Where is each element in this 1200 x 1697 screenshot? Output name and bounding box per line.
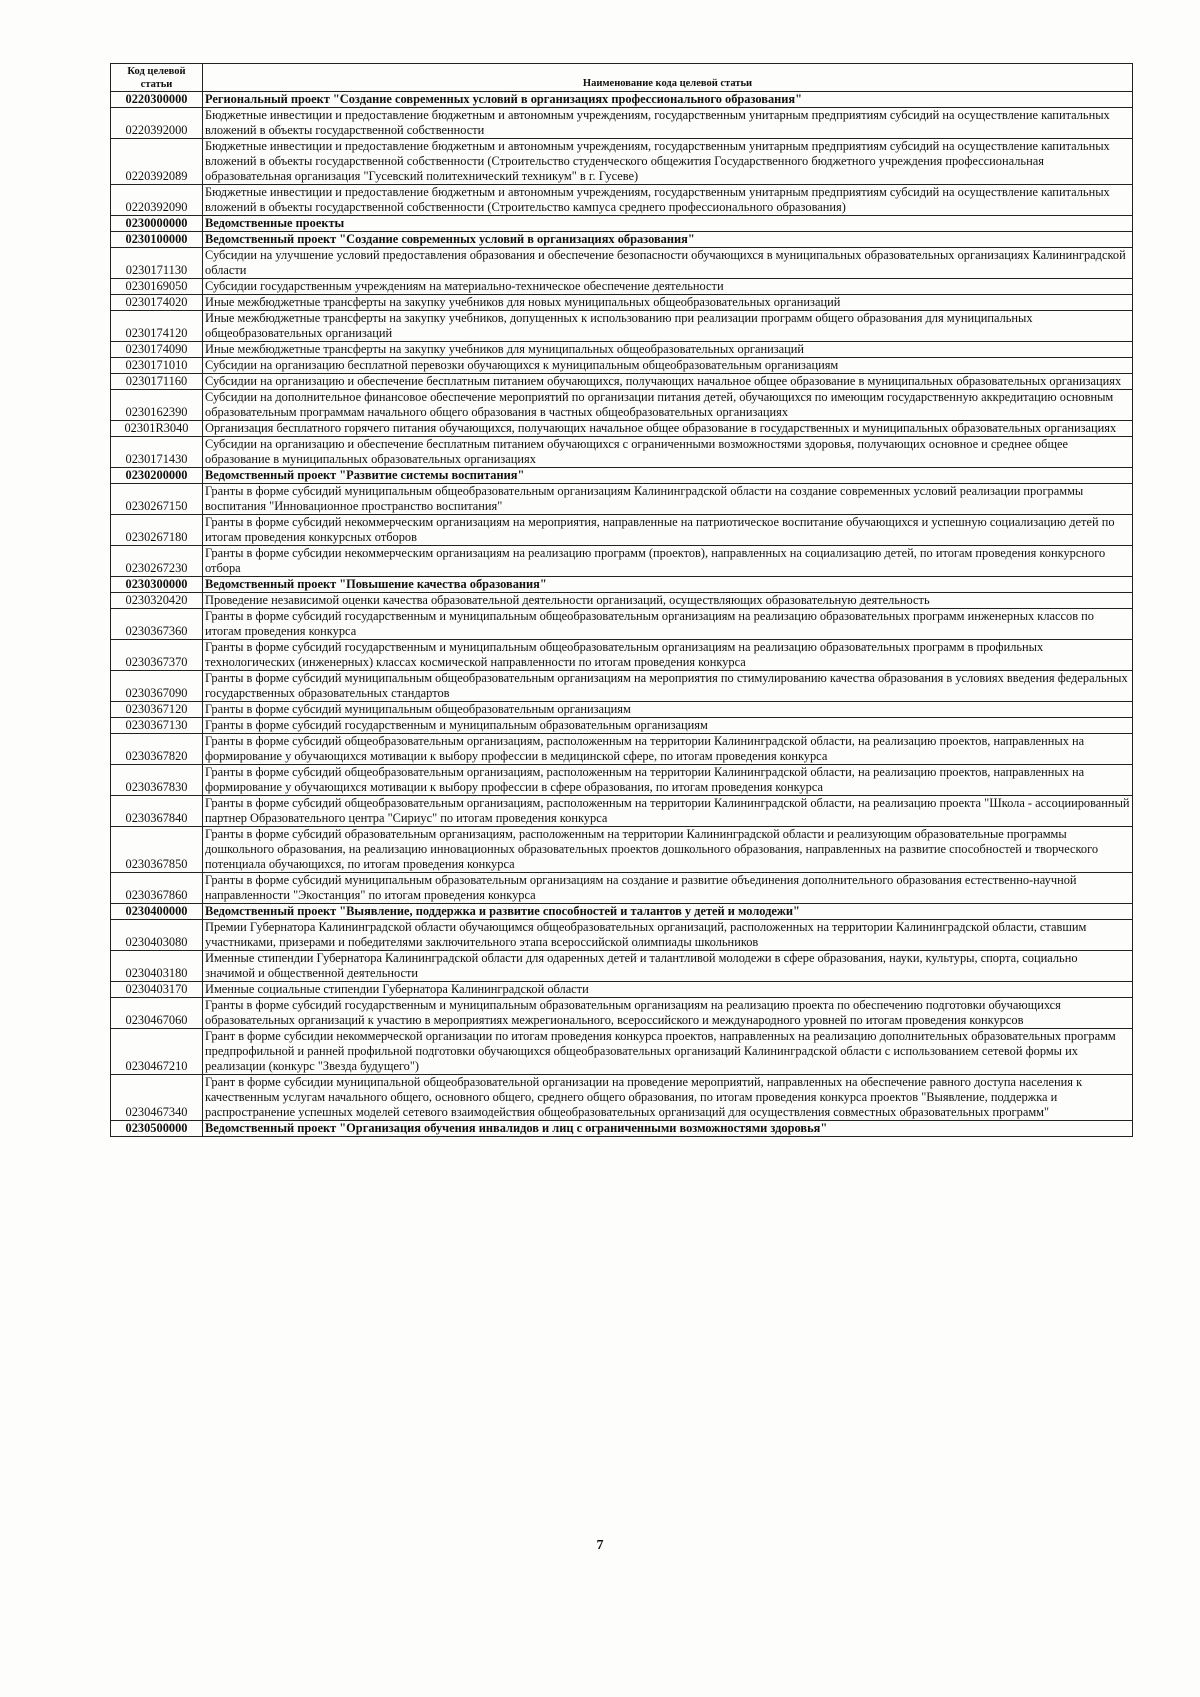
row-name: Субсидии на улучшение условий предоставления образования и обеспечение безопасности обучающихся в муниципальных образовательных организациях Калининградской области bbox=[203, 248, 1133, 279]
row-code: 0230267180 bbox=[111, 515, 203, 546]
row-name: Гранты в форме субсидий муниципальным образовательным организациям на создание и развитие объединения дополнительного образования естественно-научной направленности "Экостанция" по итогам проведения конкурса bbox=[203, 873, 1133, 904]
table-row bbox=[111, 468, 1133, 484]
row-name: Иные межбюджетные трансферты на закупку учебников, допущенных к использованию при реализации программ общего образования для муниципальных общеобразовательных организаций bbox=[203, 311, 1133, 342]
row-code: 0230367370 bbox=[111, 640, 203, 671]
row-code: 0230400000 bbox=[111, 904, 203, 920]
table-row bbox=[111, 232, 1133, 248]
table-row bbox=[111, 1029, 1133, 1075]
table-row bbox=[111, 998, 1133, 1029]
row-name: Грант в форме субсидии муниципальной общеобразовательной организации на проведение мероприятий, направленных на обеспечение равного доступа населения к качественным услугам начального общего, основного общего, среднего общего образования, по итогам проведения конкурса проектов "Выявление, поддержка и распространение успешных моделей сетевого взаимодействия общеобразовательных организаций для осуществления совместных образовательных программ" bbox=[203, 1075, 1133, 1121]
row-name: Субсидии на организацию и обеспечение бесплатным питанием обучающихся, получающих начальное общее образование в муниципальных образовательных организациях bbox=[203, 374, 1133, 390]
table-row bbox=[111, 484, 1133, 515]
table-row bbox=[111, 951, 1133, 982]
row-name: Субсидии государственным учреждениям на материально-техническое обеспечение деятельности bbox=[203, 279, 1133, 295]
row-name: Региональный проект "Создание современных условий в организациях профессионального образования" bbox=[203, 92, 1133, 108]
row-code: 0230367840 bbox=[111, 796, 203, 827]
table-row bbox=[111, 718, 1133, 734]
row-name: Ведомственный проект "Создание современных условий в организациях образования" bbox=[203, 232, 1133, 248]
row-code: 0230100000 bbox=[111, 232, 203, 248]
table-row bbox=[111, 92, 1133, 108]
row-name: Гранты в форме субсидий общеобразовательным организациям, расположенным на территории Калининградской области, на реализацию проектов, направленных на формирование у обучающихся мотивации к выбору профессии в медицинской сфере, по итогам проведения конкурса bbox=[203, 734, 1133, 765]
table-row bbox=[111, 982, 1133, 998]
table-row bbox=[111, 279, 1133, 295]
row-code: 0230403180 bbox=[111, 951, 203, 982]
target-codes-table bbox=[110, 63, 1133, 1137]
row-code: 0230367090 bbox=[111, 671, 203, 702]
row-name: Гранты в форме субсидий государственным и муниципальным образовательным организациям bbox=[203, 718, 1133, 734]
table-row bbox=[111, 734, 1133, 765]
row-name: Гранты в форме субсидий общеобразовательным организациям, расположенным на территории Калининградской области, на реализацию проектов, направленных на формирование у обучающихся мотивации к выбору профессии в сфере образования, по итогам проведения конкурса bbox=[203, 765, 1133, 796]
row-code: 0230367850 bbox=[111, 827, 203, 873]
row-name: Субсидии на организацию бесплатной перевозки обучающихся к муниципальным общеобразовательным организациям bbox=[203, 358, 1133, 374]
table-row bbox=[111, 108, 1133, 139]
row-code: 0230367830 bbox=[111, 765, 203, 796]
row-code: 0230174020 bbox=[111, 295, 203, 311]
table-body bbox=[111, 92, 1133, 1137]
row-name: Ведомственный проект "Организация обучения инвалидов и лиц с ограниченными возможностями здоровья" bbox=[203, 1121, 1133, 1137]
table-row bbox=[111, 546, 1133, 577]
row-name: Гранты в форме субсидий образовательным организациям, расположенным на территории Калининградской области и реализующим образовательные программы дошкольного образования, на реализацию инновационных образовательных проектов дошкольного образования, направленных на развитие способностей и творческого потенциала обучающихся, по итогам проведения конкурса bbox=[203, 827, 1133, 873]
table-header-row bbox=[111, 64, 1133, 92]
row-code: 0230171430 bbox=[111, 437, 203, 468]
row-code: 0230367130 bbox=[111, 718, 203, 734]
row-name: Ведомственные проекты bbox=[203, 216, 1133, 232]
table-row bbox=[111, 515, 1133, 546]
row-name: Субсидии на дополнительное финансовое обеспечение мероприятий по организации питания детей, обучающихся по имеющим государственную аккредитацию основным образовательным программам начального общего образования в частных общеобразовательных организациях bbox=[203, 390, 1133, 421]
row-code: 0230467340 bbox=[111, 1075, 203, 1121]
table-row bbox=[111, 437, 1133, 468]
row-code: 0230300000 bbox=[111, 577, 203, 593]
row-name: Субсидии на организацию и обеспечение бесплатным питанием обучающихся с ограниченными возможностями здоровья, получающих основное и среднее общее образование в муниципальных образовательных организациях bbox=[203, 437, 1133, 468]
row-code: 0220392089 bbox=[111, 139, 203, 185]
row-code: 0220392090 bbox=[111, 185, 203, 216]
row-name: Грант в форме субсидии некоммерческой организации по итогам проведения конкурса проектов, направленных на реализацию дополнительных образовательных программ предпрофильной и ранней профильной подготовки обучающихся общеобразовательных организаций Калининградской области с использованием сетевой формы их реализации (конкурс "Звезда будущего") bbox=[203, 1029, 1133, 1075]
row-code: 0220392000 bbox=[111, 108, 203, 139]
table-row bbox=[111, 1075, 1133, 1121]
row-name: Бюджетные инвестиции и предоставление бюджетным и автономным учреждениям, государственным унитарным предприятиям субсидий на осуществление капитальных вложений в объекты государственной собственности (Строительство кампуса среднего профессионального образования) bbox=[203, 185, 1133, 216]
row-name: Бюджетные инвестиции и предоставление бюджетным и автономным учреждениям, государственным унитарным предприятиям субсидий на осуществление капитальных вложений в объекты государственной собственности bbox=[203, 108, 1133, 139]
table-row bbox=[111, 216, 1133, 232]
table-row bbox=[111, 827, 1133, 873]
table-row bbox=[111, 904, 1133, 920]
row-code: 0230162390 bbox=[111, 390, 203, 421]
row-code: 0230174120 bbox=[111, 311, 203, 342]
row-code: 0230403080 bbox=[111, 920, 203, 951]
row-name: Ведомственный проект "Развитие системы воспитания" bbox=[203, 468, 1133, 484]
row-code: 0230500000 bbox=[111, 1121, 203, 1137]
row-code: 0230171160 bbox=[111, 374, 203, 390]
table-row bbox=[111, 765, 1133, 796]
row-name: Бюджетные инвестиции и предоставление бюджетным и автономным учреждениям, государственным унитарным предприятиям субсидий на осуществление капитальных вложений в объекты государственной собственности (Строительство студенческого общежития Государственного бюджетного учреждения профессиональная образовательная организация "Гусевский политехнический техникум" в г. Гусеве) bbox=[203, 139, 1133, 185]
row-name: Именные социальные стипендии Губернатора Калининградской области bbox=[203, 982, 1133, 998]
table-row bbox=[111, 374, 1133, 390]
row-name: Иные межбюджетные трансферты на закупку учебников для новых муниципальных общеобразовательных организаций bbox=[203, 295, 1133, 311]
row-name: Гранты в форме субсидий государственным и муниципальным общеобразовательным организациям на реализацию образовательных программ в профильных технологических (инженерных) классах космической направленности по итогам проведения конкурса bbox=[203, 640, 1133, 671]
row-name: Организация бесплатного горячего питания обучающихся, получающих начальное общее образование в государственных и муниципальных образовательных организациях bbox=[203, 421, 1133, 437]
table-row bbox=[111, 248, 1133, 279]
table-row bbox=[111, 139, 1133, 185]
row-name: Гранты в форме субсидий государственным и муниципальным общеобразовательным организациям на реализацию образовательных программ инженерных классов по итогам проведения конкурса bbox=[203, 609, 1133, 640]
table-row bbox=[111, 577, 1133, 593]
table-row bbox=[111, 671, 1133, 702]
row-code: 0230171130 bbox=[111, 248, 203, 279]
table-row bbox=[111, 873, 1133, 904]
row-name: Ведомственный проект "Выявление, поддержка и развитие способностей и талантов у детей и молодежи" bbox=[203, 904, 1133, 920]
table-row bbox=[111, 593, 1133, 609]
table-row bbox=[111, 702, 1133, 718]
table-row bbox=[111, 342, 1133, 358]
table-row bbox=[111, 311, 1133, 342]
row-code: 0230169050 bbox=[111, 279, 203, 295]
row-name: Гранты в форме субсидий муниципальным общеобразовательным организациям Калининградской области на создание современных условий реализации программы воспитания "Инновационное пространство воспитания" bbox=[203, 484, 1133, 515]
header-code: Код целевой статьи bbox=[111, 64, 203, 92]
row-code: 0230200000 bbox=[111, 468, 203, 484]
row-name: Гранты в форме субсидии некоммерческим организациям на реализацию программ (проектов), направленных на социализацию детей, по итогам проведения конкурсного отбора bbox=[203, 546, 1133, 577]
row-name: Проведение независимой оценки качества образовательной деятельности организаций, осуществляющих образовательную деятельность bbox=[203, 593, 1133, 609]
row-name: Гранты в форме субсидий государственным и муниципальным образовательным организациям на реализацию проекта по обеспечению подготовки обучающихся образовательных организаций к участию в мероприятиях межрегионального, всероссийского и международного уровней по итогам проведения конкурсов bbox=[203, 998, 1133, 1029]
row-name: Гранты в форме субсидий муниципальным общеобразовательным организациям на мероприятия по стимулированию качества образования в условиях введения федеральных государственных образовательных стандартов bbox=[203, 671, 1133, 702]
row-code: 0230367860 bbox=[111, 873, 203, 904]
row-name: Гранты в форме субсидий некоммерческим организациям на мероприятия, направленные на патриотическое воспитание обучающихся и успешную социализацию детей по итогам проведения конкурсных отборов bbox=[203, 515, 1133, 546]
table-row bbox=[111, 796, 1133, 827]
row-name: Премии Губернатора Калининградской области обучающимся общеобразовательных организаций, расположенных на территории Калининградской области, ставшим участниками, призерами и победителями заключительного этапа всероссийской олимпиады школьников bbox=[203, 920, 1133, 951]
table-row bbox=[111, 640, 1133, 671]
table-row bbox=[111, 390, 1133, 421]
row-code: 0230171010 bbox=[111, 358, 203, 374]
table-row bbox=[111, 920, 1133, 951]
page-number: 7 bbox=[596, 1538, 604, 1553]
row-code: 0230367120 bbox=[111, 702, 203, 718]
row-code: 0230403170 bbox=[111, 982, 203, 998]
row-code: 0230000000 bbox=[111, 216, 203, 232]
table-row bbox=[111, 421, 1133, 437]
row-name: Гранты в форме субсидий муниципальным общеобразовательным организациям bbox=[203, 702, 1133, 718]
row-code: 0230267230 bbox=[111, 546, 203, 577]
row-code: 0230467210 bbox=[111, 1029, 203, 1075]
table-row bbox=[111, 1121, 1133, 1137]
row-code: 02301R3040 bbox=[111, 421, 203, 437]
row-code: 0230467060 bbox=[111, 998, 203, 1029]
header-name: Наименование кода целевой статьи bbox=[203, 64, 1133, 92]
row-code: 0220300000 bbox=[111, 92, 203, 108]
row-code: 0230367360 bbox=[111, 609, 203, 640]
table-row bbox=[111, 295, 1133, 311]
row-name: Гранты в форме субсидий общеобразовательным организациям, расположенным на территории Калининградской области, на реализацию проекта "Школа - ассоциированный партнер Образовательного центра "Сириус" по итогам проведения конкурса bbox=[203, 796, 1133, 827]
table-row bbox=[111, 185, 1133, 216]
table-row bbox=[111, 609, 1133, 640]
row-code: 0230320420 bbox=[111, 593, 203, 609]
table-row bbox=[111, 358, 1133, 374]
row-code: 0230367820 bbox=[111, 734, 203, 765]
row-name: Именные стипендии Губернатора Калининградской области для одаренных детей и талантливой молодежи в сфере образования, науки, культуры, спорта, социально значимой и общественной деятельности bbox=[203, 951, 1133, 982]
row-name: Иные межбюджетные трансферты на закупку учебников для муниципальных общеобразовательных организаций bbox=[203, 342, 1133, 358]
row-code: 0230174090 bbox=[111, 342, 203, 358]
row-name: Ведомственный проект "Повышение качества образования" bbox=[203, 577, 1133, 593]
row-code: 0230267150 bbox=[111, 484, 203, 515]
